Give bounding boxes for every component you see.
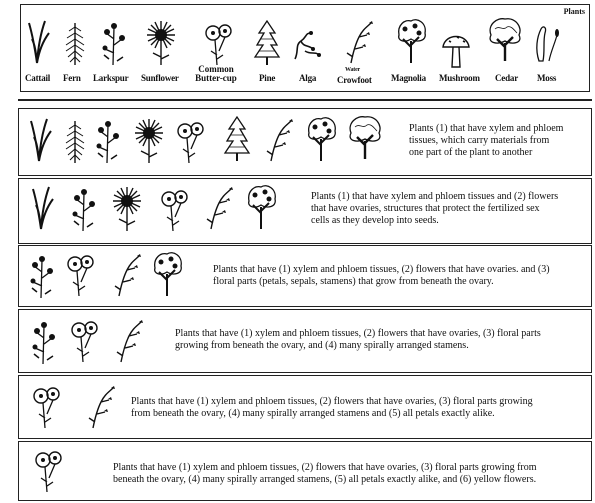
row-4-description: [175, 328, 589, 352]
buttercup-icon: [31, 384, 65, 434]
pine-icon: [223, 115, 253, 165]
row-6-description: [113, 462, 589, 486]
row-1-description: [409, 123, 587, 159]
row-2-line-3: cells as they develop into seeds.: [311, 215, 439, 226]
label-cattail: Cattail: [25, 73, 51, 83]
cattail-icon: [29, 117, 55, 167]
larkspur-icon: [71, 185, 97, 235]
crowfoot-icon: [345, 19, 375, 69]
classification-row-2: [18, 178, 592, 244]
crowfoot-icon: [113, 252, 143, 302]
label-crowfoot: Crowfoot: [337, 75, 372, 85]
classification-row-4: [18, 309, 592, 373]
label-magnolia: Magnolia: [391, 73, 426, 83]
label-mushroom: Mushroom: [439, 73, 480, 83]
moss-icon: [531, 21, 563, 67]
row-5-line-1: Plants that have (1) xylem and phloem tissues, (2) flowers that have ovaries, (3) floral parts growing: [131, 396, 533, 407]
crowfoot-icon: [205, 185, 235, 235]
sunflower-icon: [133, 117, 167, 167]
buttercup-icon: [159, 187, 193, 237]
larkspur-icon: [101, 19, 127, 69]
row-4-line-2: growing from beneath the ovary, and (4) many spirally arranged stamens.: [175, 340, 469, 351]
label-sunflower: Sunflower: [141, 73, 179, 83]
row-1-line-3: one part of the plant to another: [409, 147, 533, 158]
label-pine: Pine: [259, 73, 276, 83]
larkspur-icon: [31, 318, 57, 368]
classification-row-6: [18, 441, 592, 501]
classification-row-3: [18, 245, 592, 307]
cedar-icon: [347, 113, 385, 165]
alga-icon: [291, 29, 323, 65]
crowfoot-icon: [115, 318, 145, 368]
buttercup-icon: [33, 448, 67, 498]
row-2-line-2: that have ovaries, structures that protect the fertilized sex: [311, 203, 540, 214]
label-fern: Fern: [63, 73, 81, 83]
label-larkspur: Larkspur: [93, 73, 129, 83]
row-1-line-2: tissues, which carry materials from: [409, 135, 550, 146]
label-moss: Moss: [537, 73, 557, 83]
sunflower-icon: [145, 19, 179, 69]
cattail-icon: [27, 19, 53, 69]
row-2-description: [311, 191, 591, 227]
row-6-line-2: beneath the ovary, (4) many spirally arranged stamens, (5) all petals exactly alike, and (6) yellow flowers.: [113, 474, 537, 485]
label-water: Water: [345, 67, 360, 73]
corner-plants-label: Plants: [563, 7, 585, 16]
crowfoot-icon: [87, 384, 117, 434]
row-3-description: [213, 264, 589, 288]
classification-row-5: [18, 375, 592, 439]
magnolia-icon: [305, 115, 339, 165]
larkspur-icon: [95, 117, 121, 167]
label-common: Common: [198, 64, 234, 74]
label-common-buttercup: [191, 65, 241, 83]
larkspur-icon: [29, 252, 55, 302]
row-6-line-1: Plants that have (1) xylem and phloem tissues, (2) flowers that have ovaries, (3) floral parts growing from: [113, 462, 537, 473]
buttercup-icon: [69, 318, 103, 368]
row-5-description: [131, 396, 589, 420]
magnolia-icon: [395, 17, 429, 67]
section-divider: [18, 99, 592, 101]
plant-key-panel: [20, 4, 590, 92]
sunflower-icon: [111, 185, 145, 235]
label-cedar: Cedar: [495, 73, 518, 83]
row-4-line-1: Plants that have (1) xylem and phloem tissues, (2) flowers that have ovaries, (3) floral parts: [175, 328, 541, 339]
row-1-line-1: Plants (1) that have xylem and phloem: [409, 123, 564, 134]
fern-icon: [63, 117, 89, 167]
magnolia-icon: [151, 250, 185, 300]
buttercup-icon: [175, 119, 209, 169]
fern-icon: [63, 19, 89, 69]
row-3-line-1: Plants that have (1) xylem and phloem tissues, (2) flowers that have ovaries. and (3): [213, 264, 550, 275]
crowfoot-icon: [265, 117, 295, 167]
classification-row-1: [18, 108, 592, 176]
row-5-line-2: from beneath the ovary, (4) many spirally arranged stamens and (5) all petals exactly alike.: [131, 408, 495, 419]
buttercup-icon: [65, 252, 99, 302]
mushroom-icon: [441, 27, 471, 71]
cedar-icon: [487, 15, 525, 67]
label-buttercup: Butter-cup: [195, 73, 237, 83]
label-alga: Alga: [299, 73, 317, 83]
row-3-line-2: floral parts (petals, sepals, stamens) that grow from beneath the ovary.: [213, 276, 494, 287]
magnolia-icon: [245, 183, 279, 233]
cattail-icon: [31, 185, 57, 235]
pine-icon: [253, 19, 283, 69]
row-2-line-1: Plants (1) that have xylem and phloem tissues and (2) flowers: [311, 191, 559, 202]
